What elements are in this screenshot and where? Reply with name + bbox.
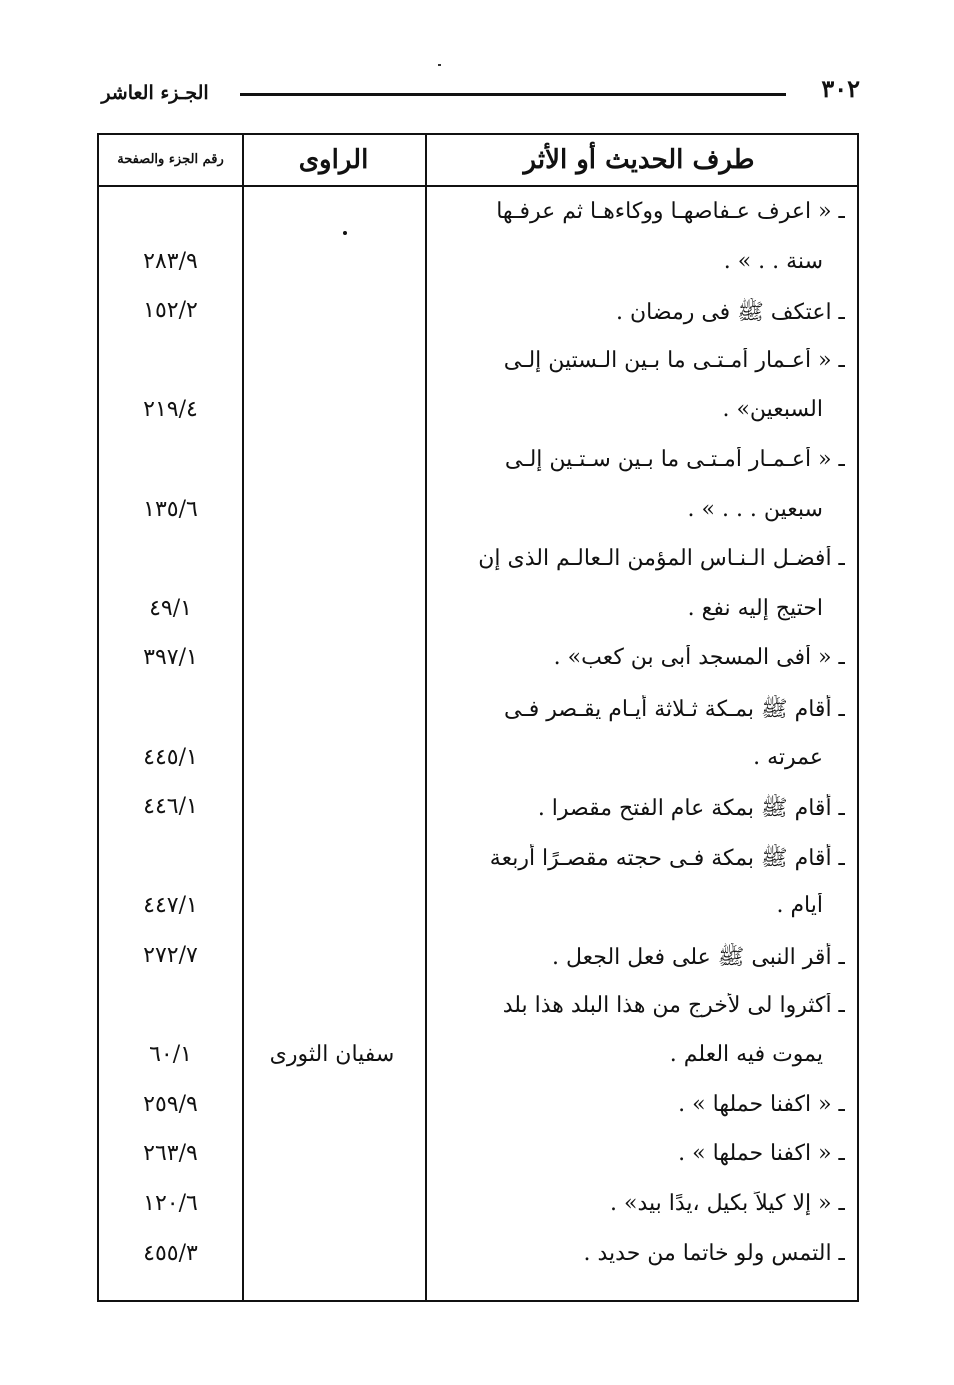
reference-cell: ٤٩/١ (149, 595, 192, 621)
reference-cell: ٢٧٢/٧ (143, 943, 198, 968)
entry-text-continued: السبعين» . (722, 397, 823, 423)
entry-text: ـ « اعرف عـفاصهـا ووكاءهـا ثم عرفـها (496, 199, 845, 224)
entry-text: ـ « أعـمار أمـتـى ما بـين الـستين إلـى (503, 347, 845, 373)
column-header-narrator: الراوى (298, 145, 369, 175)
reference-cell: ٤٤٦/١ (143, 794, 198, 820)
header-rule (240, 93, 786, 96)
narrator-dot-mark (343, 231, 347, 235)
reference-cell: ١٥٢/٢ (143, 298, 198, 324)
entry-text-continued: أيام . (776, 893, 823, 919)
column-header-reference: رقم الجزء والصفحة (117, 152, 224, 167)
entry-text: ـ أقام ﷺ بمكة عام الفتح مقصرا . (537, 796, 845, 822)
entry-text-continued: احتيج إليه نفع . (687, 595, 823, 621)
entry-text: ـ أكثروا لى لأخرج من هذا البلد هذا بلد (502, 992, 845, 1018)
entry-text: ـ أفضـل الـنـاس المؤمن الـعالـم الذى إن (478, 546, 845, 572)
column-header-text: طرف الحديث أو الأثر (523, 145, 755, 175)
entry-text-continued: عمرته . (753, 744, 823, 770)
reference-cell: ٤٤٥/١ (143, 744, 198, 770)
entry-text: ـ « أعـمـار أمـتـى ما بـين سـتـين إلـى (504, 447, 845, 472)
entry-text: ـ « اكفنا حملها » . (678, 1141, 845, 1167)
reference-cell: ١٣٥/٦ (143, 496, 198, 522)
entry-text: ـ اعتكف ﷺ فى رمضان . (616, 300, 845, 326)
entry-text: ـ « اكفنا حملها » . (678, 1091, 845, 1117)
column-divider-narrator (242, 135, 244, 1300)
entry-text: ـ التمس ولو خاتما من حديد . (583, 1240, 845, 1266)
reference-cell: ٢٨٣/٩ (143, 248, 198, 274)
reference-cell: ٣٩٧/١ (143, 645, 198, 671)
entry-text: ـ « أفى المسجد أبى بن كعب» . (553, 645, 845, 671)
reference-cell: ٤٤٧/١ (143, 893, 198, 919)
reference-cell: ٢١٩/٤ (143, 397, 198, 423)
print-speck (438, 64, 441, 66)
reference-cell: ٢٦٣/٩ (143, 1141, 198, 1167)
reference-cell: ٢٥٩/٩ (143, 1091, 198, 1117)
entry-text-continued: يموت فيه العلم . (669, 1042, 823, 1068)
reference-cell: ١٢٠/٦ (143, 1191, 198, 1216)
entry-text: ـ « إلا كيلاً بكيل ،يدًا بيد» . (610, 1191, 845, 1216)
header-divider (99, 185, 857, 187)
page-number: ٣٠٢ (821, 74, 860, 103)
reference-cell: ٦٠/١ (149, 1042, 192, 1068)
index-table (97, 133, 859, 1302)
entry-text-continued: سبعين . . . » . (687, 496, 823, 522)
part-title: الجـزء العاشر (101, 82, 209, 104)
entry-text: ـ أقر النبى ﷺ على فعل الجعل . (552, 945, 845, 970)
entry-text: ـ أقام ﷺ بمكة فـى حجته مقصـرًا أربعة (489, 845, 845, 871)
reference-cell: ٤٥٥/٣ (143, 1240, 198, 1266)
entry-text: ـ أقام ﷺ بمـكة ثـلاثة أيـام يقـصر فـى (504, 697, 845, 722)
narrator-cell: سفيان الثورى (269, 1042, 395, 1068)
entry-text-continued: سنة . . » . (723, 248, 823, 274)
